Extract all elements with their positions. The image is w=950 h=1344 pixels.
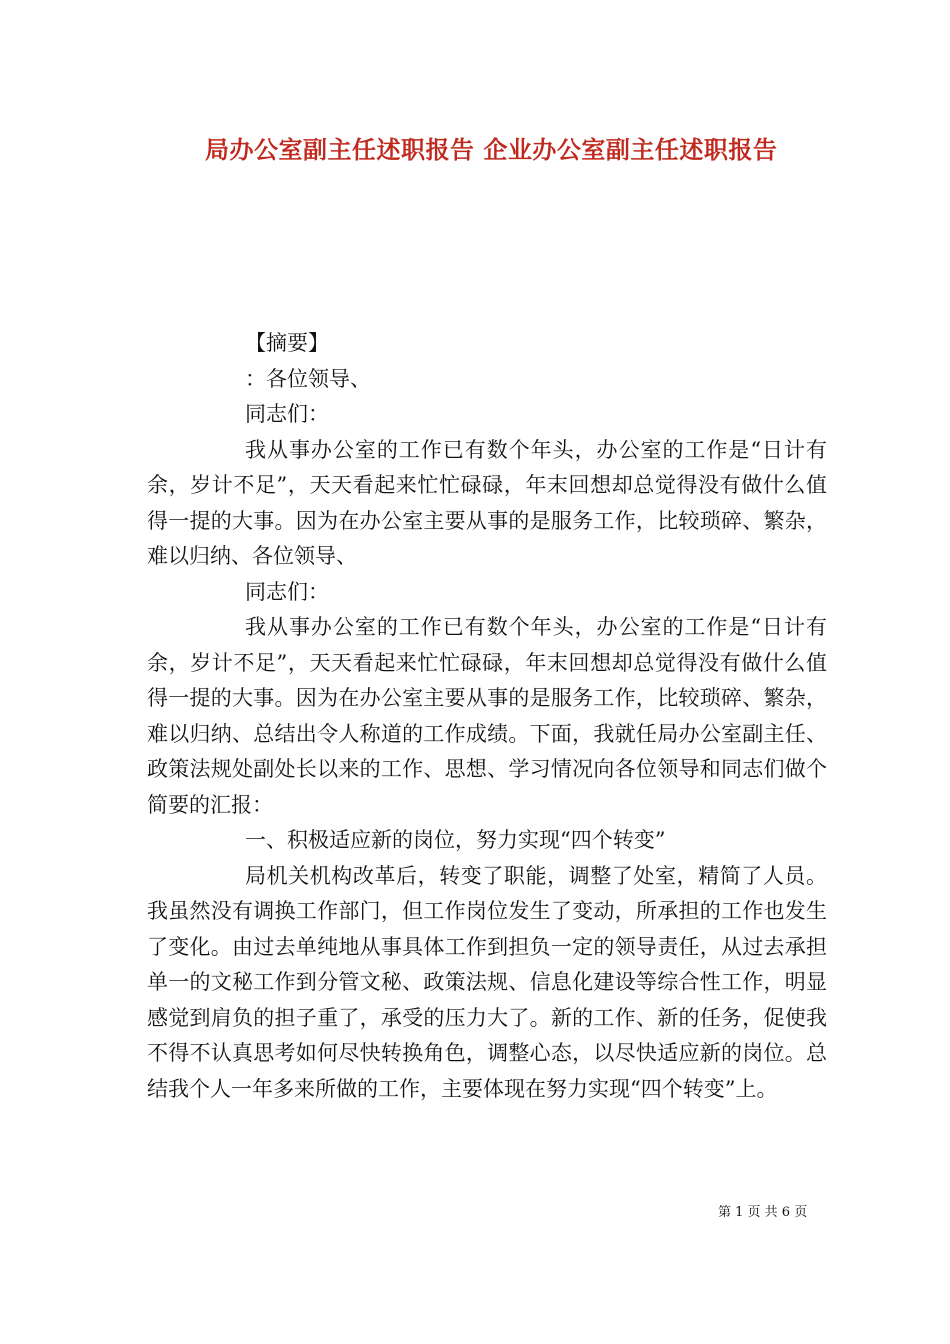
salutation-leaders: ：各位领导、 xyxy=(245,366,371,391)
salutation-comrades: 同志们： xyxy=(245,579,329,604)
document-body xyxy=(147,326,827,1107)
body-paragraph: 我从事办公室的工作已有数个年头，办公室的工作是“日计有余，岁计不足”，天天看起来忙忙碌碌，年末回想却总觉得没有做什么值得一提的大事。因为在办公室主要从事的是服务工作，比较琐碎、繁杂，难以归纳、各位领导、 xyxy=(147,437,827,568)
page-number: 第 1 页 共 6 页 xyxy=(718,1205,808,1220)
body-paragraph: 我从事办公室的工作已有数个年头，办公室的工作是“日计有余，岁计不足”，天天看起来忙忙碌碌，年末回想却总觉得没有做什么值得一提的大事。因为在办公室主要从事的是服务工作，比较琐碎、繁杂，难以归纳、总结出令人称道的工作成绩。下面，我就任局办公室副主任、政策法规处副处长以来的工作、思想、学习情况向各位领导和同志们做个简要的汇报： xyxy=(147,615,827,817)
body-paragraph: 局机关机构改革后，转变了职能，调整了处室，精简了人员。我虽然没有调换工作部门，但工作岗位发生了变动，所承担的工作也发生了变化。由过去单纯地从事具体工作到担负一定的领导责任，从过去承担单一的文秘工作到分管文秘、政策法规、信息化建设等综合性工作，明显感觉到肩负的担子重了，承受的压力大了。新的工作、新的任务，促使我不得不认真思考如何尽快转换角色，调整心态，以尽快适应新的岗位。总结我个人一年多来所做的工作，主要体现在努力实现“四个转变”上。 xyxy=(147,863,827,1101)
salutation-comrades: 同志们： xyxy=(245,402,329,426)
abstract-label: 【摘要】 xyxy=(245,331,329,355)
section-heading: 一、积极适应新的岗位，努力实现“四个转变” xyxy=(245,828,666,852)
document-title: 局办公室副主任述职报告 企业办公室副主任述职报告 xyxy=(205,135,778,164)
